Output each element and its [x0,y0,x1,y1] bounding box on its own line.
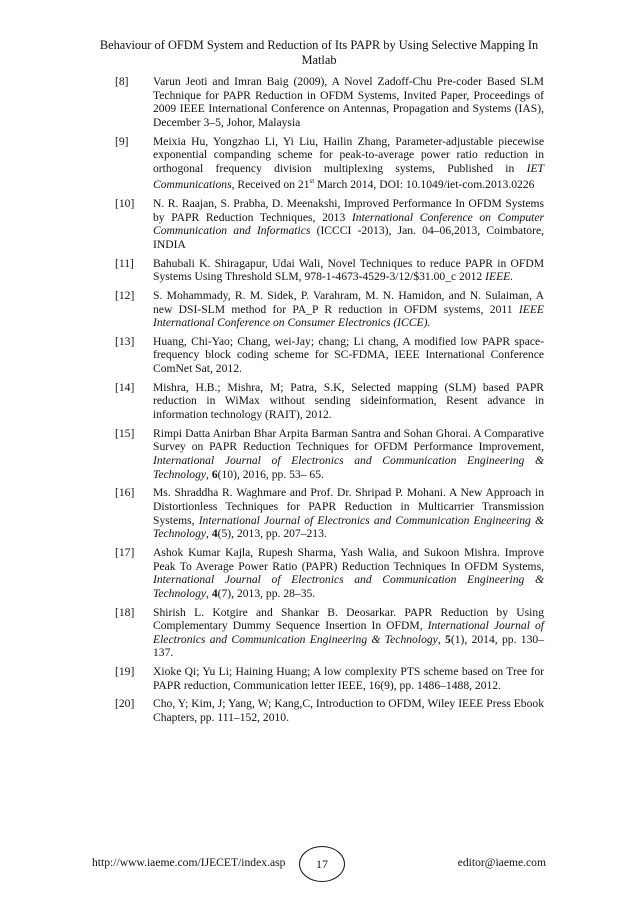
reference-text-part: , [206,586,212,600]
reference-text-part: Mishra, H.B.; Mishra, M; Patra, S.K, Selected mapping (SLM) based PAPR reduction in WiMax without sending sideinformation, Resent advance in information technology (RAIT), 2012. [153,380,544,422]
page-number: 17 [299,846,345,882]
reference-text-part: International Journal of Electronics and Communication Engineering & Technology [153,513,545,541]
reference-text-part: Huang, Chi-Yao; Chang, wei-Jay; chang; Li chang, A modified low PAPR space-frequency block coding scheme for SC-FDMA, IEEE International Conference ComNet Sat, 2012. [153,334,544,376]
reference-text-part: (ICCCI -2013), Jan. 04–06,2013, Coimbatore, INDIA [153,224,544,251]
reference-text-part: Bahubali K. Shiragapur, Udai Wali, Novel Techniques to reduce PAPR in OFDM Systems Using Threshold SLM, 978-1-4673-4529-3/12/$31.00_c 2012 [153,256,544,284]
reference-text-part: Ashok Kumar Kajla, Rupesh Sharma, Yash Walia, and Sukoon Mishra. Improve Peak To Average Power Ratio (PAPR) Reduction Techniques In OFDM Systems, [153,545,544,573]
reference-text [153,427,544,481]
reference-text-part: Ms. Shraddha R. Waghmare and Prof. Dr. Shripad P. Mohani. A New Approach in Distortionless Techniques for PAPR Reduction in Multicarrier Transmission Systems, [153,486,544,527]
reference-text [153,335,544,376]
reference-number: [20] [115,697,135,711]
reference-text-part: st [309,177,315,186]
reference-text-part: Cho, Y; Kim, J; Yang, W; Kang,C, Introduction to OFDM, Wiley IEEE Press Ebook Chapters, pp. 111–152, 2010. [153,697,544,725]
reference-number: [17] [115,545,135,559]
reference-text-part: (10), 2016, pp. 53– 65. [217,467,324,481]
reference-text [153,546,544,600]
reference-text-part: 5 [445,632,451,646]
reference-item [103,257,544,284]
reference-item [103,665,544,692]
reference-item [103,546,544,600]
reference-number: [8] [115,75,129,88]
reference-item [103,335,544,376]
footer-url-link[interactable]: http://www.iaeme.com/IJECET/index.asp [92,856,286,869]
reference-list [103,75,544,730]
reference-number: [9] [115,134,129,148]
reference-text-part: S. Mohammady, R. M. Sidek, P. Varahram, M. N. Hamidon, and N. Sulaiman, A new DSI-SLM method for PA_P R reduction in OFDM systems, 2011 [153,288,544,316]
reference-text-part: , [206,467,212,481]
reference-text-part: 4 [211,586,218,600]
header-title-line1: Behaviour of OFDM System and Reduction of Its PAPR by Using Selective Mapping In [99,38,539,52]
reference-text-part: Meixia Hu, Yongzhao Li, Yi Liu, Hailin Zhang, Parameter-adjustable piecewise exponential companding scheme for peak-to-average power ratio reduction in orthogonal frequency division multiplexing systems, Published in [153,134,544,175]
reference-text [153,381,544,422]
reference-text [153,289,544,330]
reference-text [153,135,544,192]
reference-number: [19] [115,665,135,679]
header-title-line2: Matlab [301,53,337,67]
reference-text [153,197,544,251]
reference-item [103,486,544,540]
reference-text-part: IEEE. [485,270,514,284]
reference-item [103,697,544,724]
reference-number: [11] [115,256,134,270]
reference-text-part: Rimpi Datta Anirban Bhar Arpita Barman Santra and Sohan Ghorai. A Comparative Survey on PAPR Reduction Techniques for OFDM Performance Improvement, [153,426,544,454]
reference-item [103,135,544,192]
reference-text-part: International Journal of Electronics and Communication Engineering & Technology [153,454,544,481]
reference-item [103,381,544,422]
reference-text-part: Xioke Qi; Yu Li; Haining Huang; A low complexity PTS scheme based on Tree for PAPR reduction, Communication letter IEEE, 16(9), pp. 1486–1488, 2012. [153,665,544,692]
reference-text [153,697,544,724]
reference-number: [10] [115,196,135,210]
reference-item [103,75,544,129]
reference-text-part: 4 [211,527,218,541]
reference-text-part: International Conference on Computer Communication and Informatics [153,210,544,238]
reference-item [103,606,544,660]
reference-text-part: , [206,527,212,541]
reference-text-part: March 2014, DOI: 10.1049/iet-com.2013.0226 [314,178,535,192]
reference-text [153,606,544,660]
reference-text-part: International Journal of Electronics and Communication Engineering & Technology [153,573,544,600]
reference-item [103,197,544,251]
reference-item [103,289,544,330]
reference-number: [16] [115,486,135,500]
reference-text-part: IEEE International Conference on Consumer Electronics (ICCE). [153,302,544,330]
page-footer [92,846,546,882]
footer-email-link[interactable]: editor@iaeme.com [457,856,546,869]
reference-number: [15] [115,426,135,440]
reference-text-part: , [437,632,446,646]
reference-text-part: (7), 2013, pp. 28–35. [217,586,316,600]
reference-number: [13] [115,334,135,348]
reference-text-part: (5), 2013, pp. 207–213. [217,527,327,541]
reference-text [153,665,544,692]
reference-number: [12] [115,288,135,302]
reference-text [153,257,544,284]
reference-text-part: 6 [211,467,218,481]
reference-text-part: International Journal of Electronics and Communication Engineering & Technology [153,619,544,646]
reference-text [153,486,544,540]
reference-text-part: Received on 21 [234,178,310,192]
reference-text-part: IET Communications, [153,161,544,192]
reference-text [153,75,544,129]
reference-text-part: (1), 2014, pp. 130–137. [153,632,544,660]
running-header [60,38,578,68]
reference-item [103,427,544,481]
reference-text-part: Varun Jeoti and Imran Baig (2009), A Novel Zadoff-Chu Pre-coder Based SLM Technique for PAPR Reduction in OFDM Systems, Invited Paper, Proceedings of 2009 IEEE International Conference on Antennas, Propagation and Systems (IAS), December 3–5, Johor, Malaysia [153,75,544,129]
reference-number: [18] [115,605,135,619]
reference-text-part: N. R. Raajan, S. Prabha, D. Meenakshi, Improved Performance In OFDM Systems by PAPR Reduction Techniques, 2013 [153,196,544,224]
reference-text-part: Shirish L. Kotgire and Shankar B. Deosarkar. PAPR Reduction by Using Complementary Dummy Sequence Insertion In OFDM, [153,605,544,633]
reference-number: [14] [115,380,135,394]
